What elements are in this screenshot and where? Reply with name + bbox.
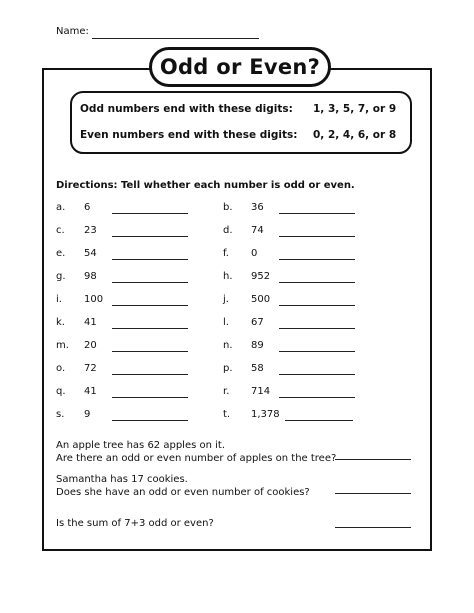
item-letter: q. [56,386,66,397]
even-rule-label: Even numbers end with these digits: [80,129,298,141]
answer-blank[interactable] [112,259,188,260]
answer-blank[interactable] [112,351,188,352]
word-problem-sum [56,517,214,530]
item-letter: m. [56,340,69,351]
item-letter: g. [56,271,66,282]
item-number: 67 [251,317,264,328]
item-number: 58 [251,363,264,374]
question-line: Does she have an odd or even number of cookies? [56,487,310,498]
answer-blank[interactable] [112,397,188,398]
answer-blank[interactable] [279,236,355,237]
worksheet-title: Odd or Even? [149,47,331,87]
item-number: 54 [84,248,97,259]
word-problem-cookies [56,473,310,499]
item-number: 98 [84,271,97,282]
item-number: 500 [251,294,271,305]
item-letter: h. [223,271,233,282]
item-letter: n. [223,340,233,351]
item-letter: i. [56,294,62,305]
odd-rule [80,103,293,115]
item-number: 23 [84,225,97,236]
answer-blank[interactable] [112,282,188,283]
answer-blank[interactable] [279,374,355,375]
even-rule [80,129,297,141]
item-letter: f. [223,248,229,259]
answer-blank[interactable] [112,213,188,214]
answer-blank[interactable] [112,236,188,237]
item-letter: s. [56,409,65,420]
item-number: 1,378 [251,409,280,420]
item-number: 89 [251,340,264,351]
item-letter: p. [223,363,233,374]
item-letter: b. [223,202,233,213]
item-letter: d. [223,225,233,236]
answer-blank[interactable] [279,259,355,260]
answer-blank[interactable] [279,305,355,306]
answer-blank[interactable] [279,397,355,398]
item-number: 74 [251,225,264,236]
item-number: 0 [251,248,258,259]
item-letter: a. [56,202,66,213]
rules-box [70,91,412,154]
answer-blank[interactable] [335,459,411,460]
word-problem-apples [56,439,336,465]
item-letter: c. [56,225,65,236]
directions: Directions: Tell whether each number is odd or even. [56,180,355,191]
item-number: 41 [84,317,97,328]
answer-blank[interactable] [279,213,355,214]
question-line: Is the sum of 7+3 odd or even? [56,518,214,529]
item-number: 41 [84,386,97,397]
item-number: 72 [84,363,97,374]
item-letter: j. [223,294,229,305]
answer-blank[interactable] [279,351,355,352]
item-letter: r. [223,386,230,397]
answer-blank[interactable] [285,420,353,421]
answer-blank[interactable] [112,328,188,329]
odd-rule-label: Odd numbers end with these digits: [80,103,293,115]
odd-rule-digits-wrap [313,103,396,115]
name-label: Name: [56,26,89,37]
item-number: 9 [84,409,91,420]
answer-blank[interactable] [112,374,188,375]
item-letter: t. [223,409,231,420]
answer-blank[interactable] [112,420,188,421]
item-number: 714 [251,386,271,397]
even-rule-digits-wrap [313,129,396,141]
name-field[interactable] [92,38,259,39]
answer-blank[interactable] [335,527,411,528]
odd-rule-digits: 1, 3, 5, 7, or 9 [313,103,397,115]
answer-blank[interactable] [279,282,355,283]
answer-blank[interactable] [279,328,355,329]
question-line: Samantha has 17 cookies. [56,474,188,485]
item-letter: k. [56,317,65,328]
question-line: An apple tree has 62 apples on it. [56,440,225,451]
item-number: 100 [84,294,104,305]
item-number: 952 [251,271,271,282]
item-number: 36 [251,202,264,213]
answer-blank[interactable] [112,305,188,306]
item-number: 20 [84,340,97,351]
question-line: Are there an odd or even number of apples on the tree? [56,453,337,464]
even-rule-digits: 0, 2, 4, 6, or 8 [313,129,397,141]
item-letter: l. [223,317,229,328]
item-letter: o. [56,363,66,374]
item-number: 6 [84,202,91,213]
answer-blank[interactable] [335,493,411,494]
item-letter: e. [56,248,66,259]
